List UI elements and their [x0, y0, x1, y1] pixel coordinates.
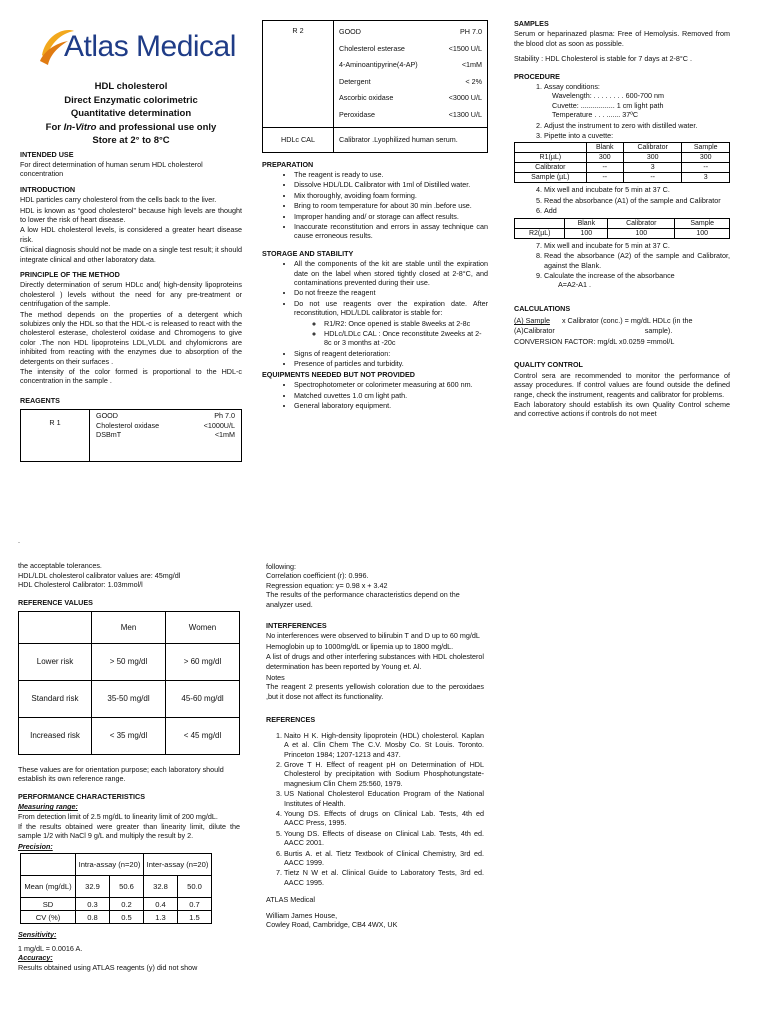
procedure-steps-1: 1. Assay conditions: Wavelength: . . . . . . . . 600-700 nm Cuvette: ................. 1 cm light path Temperature . . . ....... 37ºC 2. Adjust the instrument to zero with distilled water. 3. Pipette into a cuvette: — [514, 82, 730, 140]
equipment-list: • Spectrophotometer or colorimeter measuring at 600 nm. • Matched cuvettes 1.0 cm light path. • General laboratory equipment. — [262, 380, 488, 410]
r2-label: R 2 — [263, 21, 334, 128]
principle-p2: The method depends on the properties of a detergent which solubizes only the HDL so that the HDL-c is released to react with the cholesterol esterase, cholesterol oxidase and Chromogens to give color .The non HDL lipoproteins LDL,VLDL and chylomicrons are inhibited from reacting with the enzymes due to absorption of the detergents on their surfaces . — [20, 309, 242, 366]
intro-p3: A low HDL cholesterol levels, is considered a greater heart disease risk. — [20, 225, 242, 244]
reagent-r1-table: R 1 GOOD Ph 7.0 Cholesterol oxidase <1000U/L DSBmT <1mM — [20, 409, 242, 462]
intended-text: For direct determination of human serum HDL cholesterol concentration — [20, 159, 203, 179]
principle-p1: Directly determination of serum HDLc and( high-density lipoproteins cholesterol ) levels without the need for any pre-treatment or centrifugation of the sample. — [20, 280, 242, 309]
intro-p4: Clinical diagnosis should not be made on a single test result; it should integrate clinical and other laboratory data. — [20, 245, 242, 264]
storage-sublist: ◦ R1/R2: Once opened is stable 8weeks at 2-8c ◦ HDLc/LDLc CAL : Once reconstitute 2weeks at 2-8c or 3 months at -20c — [262, 319, 488, 348]
equipment-heading: EQUIPMENTS NEEDED BUT NOT PROVIDED — [262, 369, 415, 379]
storage-list-2: • Signs of reagent deterioration: • Presence of particles and turbidity. — [262, 349, 488, 369]
pipette-table-2: Blank Calibrator Sample R2(µL) 100 100 100 — [514, 218, 730, 239]
doc-title: HDL cholesterol — [94, 81, 168, 92]
column-1 — [20, 80, 242, 462]
column-1-lower: . the acceptable tolerances. HDL/LDL cholesterol calibrator values are: 45mg/dl HDL Cholesterol Calibrator: 1.03mmol/l REFERENCE VALUES Men Women Lower risk > 50 mg/dl > 60 mg/dl Standard risk 35-50 mg/dl 45-60 mg/dl Increased risk < 35 mg/dl < 45 mg/dl These values are for orientation purpose; each laboratory should establish its own reference range. PERFORMANCE CHARACTERISTICS Measuring range: From detection limit of 2.5 mg/dL to linearity limit of 200 mg/dL. If the results obtained were greater than linearity limit, dilute the sample 1/2 with NaCl 9 g/L and multiply the result by 2. Precision: Intra-assay (n=20) Inter-assay (n=20) Mean (mg/dL) 32.9 50.6 32.8 50.0 SD 0.3 0.2 0.4 0.7 CV (%) 0.8 0.5 1.3 1.5 Sensitivity: 1 mg/dL = 0.0016 A. Accuracy: Results obtained using ATLAS reagents (y) did not show — [18, 536, 240, 972]
procedure-steps-2: 4. Mix well and incubate for 5 min at 37 C. 5. Read the absorbance (A1) of the sample and Calibrator 6. Add — [514, 185, 730, 215]
references-list: 1. Naito H K. High-density lipoprotein (HDL) cholesterol. Kaplan A et al. Clin Chem The C.V. Mosby Co. St Louis. Toronto. Princeton 1984; 1207-1213 and 437. 2. Grove T H. Effect of reagent pH on Determination of HDL Cholesterol by precipitation with Sodium Phosphotungstate-magnesium Clin Chem 25:560, 1979. 3. US National Cholesterol Education Program of the National Institutes of Health. 4. Young DS. Effects of drugs on Clinical Lab. Tests, 4th ed AACC Press, 1995. 5. Young DS. Effects of disease on Clinical Lab. Tests, 4th ed. AACC 2001. 6. Burtis A. et al. Tietz Textbook of Clinical Chemistry, 3rd ed. AACC 1999. 7. Tietz N W et al. Clinical Guide to Laboratory Tests, 3rd ed. AACC 1995. — [266, 731, 484, 888]
storage-list: • All the components of the kit are stable until the expiration date on the label when stored tightly closed at 2-8°C, and contaminations prevented during their use. • Do not freeze the reagent • Do not use reagents over the expiration date. After reconstitution, HDL/LDL calibrator is stable for: — [262, 259, 488, 317]
qc-heading: QUALITY CONTROL — [514, 360, 583, 370]
intro-p1: HDL particles carry cholesterol from the cells back to the liver. — [20, 195, 217, 205]
column-2-lower: following: Correlation coefficient (r): 0.996. Regression equation: y= 0.98 x + 3.42 The results of the performance characteristics depend on the analyzer used. INTERFERENCES No interferences were observed to bilirubin T and D up to 60 mg/dL Hemoglobin up to 1000mg/dL or lipemia up to 1800 mg/dL. A list of drugs and other interfering substances with HDL cholesterol determination has been reported by Young et. Al. Notes The reagent 2 presents yellowish coloration due to the peroxidaes ,but it dose not affect its functionality. REFERENCES 1. Naito H K. High-density lipoprotein (HDL) cholesterol. Kaplan A et al. Clin Chem The C.V. Mosby Co. St Louis. Toronto. Princeton 1984; 1207-1213 and 437. 2. Grove T H. Effect of reagent pH on Determination of HDL Cholesterol by precipitation with Sodium Phosphotungstate-magnesium Clin Chem 25:560, 1979. 3. US National Cholesterol Education Program of the National Institutes of Health. 4. Young DS. Effects of drugs on Clinical Lab. Tests, 4th ed AACC Press, 1995. 5. Young DS. Effects of disease on Clinical Lab. Tests, 4th ed. AACC 2001. 6. Burtis A. et al. Tietz Textbook of Clinical Chemistry, 3rd ed. AACC 1999. 7. Tietz N W et al. Clinical Guide to Laboratory Tests, 3rd ed. AACC 1995. ATLAS Medical William James House, Cowley Road, Cambridge, CB4 4WX, UK — [266, 562, 484, 929]
doc-subtitle-1: Direct Enzymatic colorimetric — [64, 94, 198, 106]
samples-heading: SAMPLES — [514, 19, 549, 28]
doc-subtitle-2: Quantitative determination — [70, 108, 192, 119]
reference-values-heading: REFERENCE VALUES — [18, 597, 93, 607]
logo-text: Atlas Medical — [64, 30, 236, 63]
preparation-heading: PREPARATION — [262, 159, 314, 169]
procedure-steps-3: 7. Mix well and incubate for 5 min at 37 C. 8. Read the absorbance (A2) of the sample and Calibrator, against the Blank. 9. Calculate the increase of the absorbance A=A2-A1 . — [514, 241, 730, 290]
interferences-heading: INTERFERENCES — [266, 621, 327, 631]
precision-table: Intra-assay (n=20) Inter-assay (n=20) Mean (mg/dL) 32.9 50.6 32.8 50.0 SD 0.3 0.2 0.4 0.7 CV (%) 0.8 0.5 1.3 1.5 — [20, 853, 212, 924]
samples-stability: Stability : HDL Cholesterol is stable for 7 days at 2-8°C . — [514, 54, 692, 64]
r2-cal-text: Calibrator .Lyophilized human serum. — [334, 127, 488, 152]
doc-subtitle-3: For In-Vitro and professional use only — [45, 121, 217, 133]
pipette-table-1: Blank Calibrator Sample R1(µL) 300 300 300 Calibrator -- 3 -- Sample (µL) -- -- 3 — [514, 142, 730, 183]
reagents-heading: REAGENTS — [20, 395, 60, 405]
preparation-list: • The reagent is ready to use. • Dissolve HDL/LDL Calibrator with 1ml of Distilled water. • Mix thoroughly, avoiding foam forming. • Bring to room temperature for about 30 min .before use. • Improper handing and/ or storage can affect results. • Inaccurate reconstitution and errors in assay technique can cause erroneous results. — [262, 170, 488, 241]
principle-heading: PRINCIPLE OF THE METHOD — [20, 269, 120, 279]
reference-values-table: Men Women Lower risk > 50 mg/dl > 60 mg/dl Standard risk 35-50 mg/dl 45-60 mg/dl Increased risk < 35 mg/dl < 45 mg/dl — [18, 611, 240, 755]
intro-p2: HDL is known as “good cholesterol” because high levels are thought to lower the risk of heart disease. — [20, 205, 242, 224]
r1-label: R 1 — [21, 410, 90, 462]
intro-heading: INTRODUCTION — [20, 184, 76, 194]
procedure-heading: PROCEDURE — [514, 71, 560, 81]
reagent-r2-table: R 2 GOOD PH 7.0 Cholesterol esterase <1500 U/L 4-Aminoantipyrine(4-AP) <1mM Detergent < 2% Ascorbic oxidase <3000 U/L Peroxidase <1300 U/L HDLc CAL Calibrator .Lyophilized human serum. — [262, 20, 488, 153]
column-3: SAMPLES Serum or heparinazed plasma: Free of Hemolysis. Removed from the blood clot as soon as possible. Stability : HDL Cholesterol is stable for 7 days at 2-8°C . PROCEDURE 1. Assay conditions: Wavelength: . . . . . . . . 600-700 nm Cuvette: ................. 1 cm light path Temperature . . . ....... 37ºC 2. Adjust the instrument to zero with distilled water. 3. Pipette into a cuvette: Blank Calibrator Sample R1(µL) 300 300 300 Calibrator -- 3 -- Sample (µL) -- -- 3 4. Mix well and incubate for 5 min at 37 C. 5. Read the absorbance (A1) of the sample and Calibrator 6. Add Blank Calibrator Sample R2(µL) 100 100 100 7. Mix well and incubate for 5 min at 37 C. 8. Read the absorbance (A2) of the sample and Calibrator, against the Blank. 9. Calculate the increase of the absorbance A=A2-A1 . CALCULATIONS (A) Sample x Calibrator (conc.) = mg/dL HDLc (in the (A)Calibrator sample). CONVERSION FACTOR: mg/dL x0.0259 =mmol/L QUALITY CONTROL Control sera are recommended to monitor the performance of assay procedures. If control values are found outside the defined range, check the instrument, reagents and calibrator for problems. Each laboratory should establish its own Quality Control scheme and corrective actions if controls do not meet — [514, 19, 730, 420]
performance-heading: PERFORMANCE CHARACTERISTICS — [18, 791, 145, 801]
samples-text: Serum or heparinazed plasma: Free of Hemolysis. Removed from the blood clot as soon as possible. — [514, 29, 730, 48]
storage-heading: STORAGE AND STABILITY — [262, 248, 354, 258]
r2-cal-label: HDLc CAL — [263, 127, 334, 152]
doc-storage: Store at 2° to 8°C — [92, 135, 170, 146]
references-heading: REFERENCES — [266, 715, 316, 725]
calculations-heading: CALCULATIONS — [514, 303, 571, 313]
column-2 — [262, 20, 488, 411]
intended-heading: INTENDED USE — [20, 149, 74, 159]
principle-p3: The intensity of the color formed is proportional to the HDL-c concentration in the sample . — [20, 367, 242, 386]
